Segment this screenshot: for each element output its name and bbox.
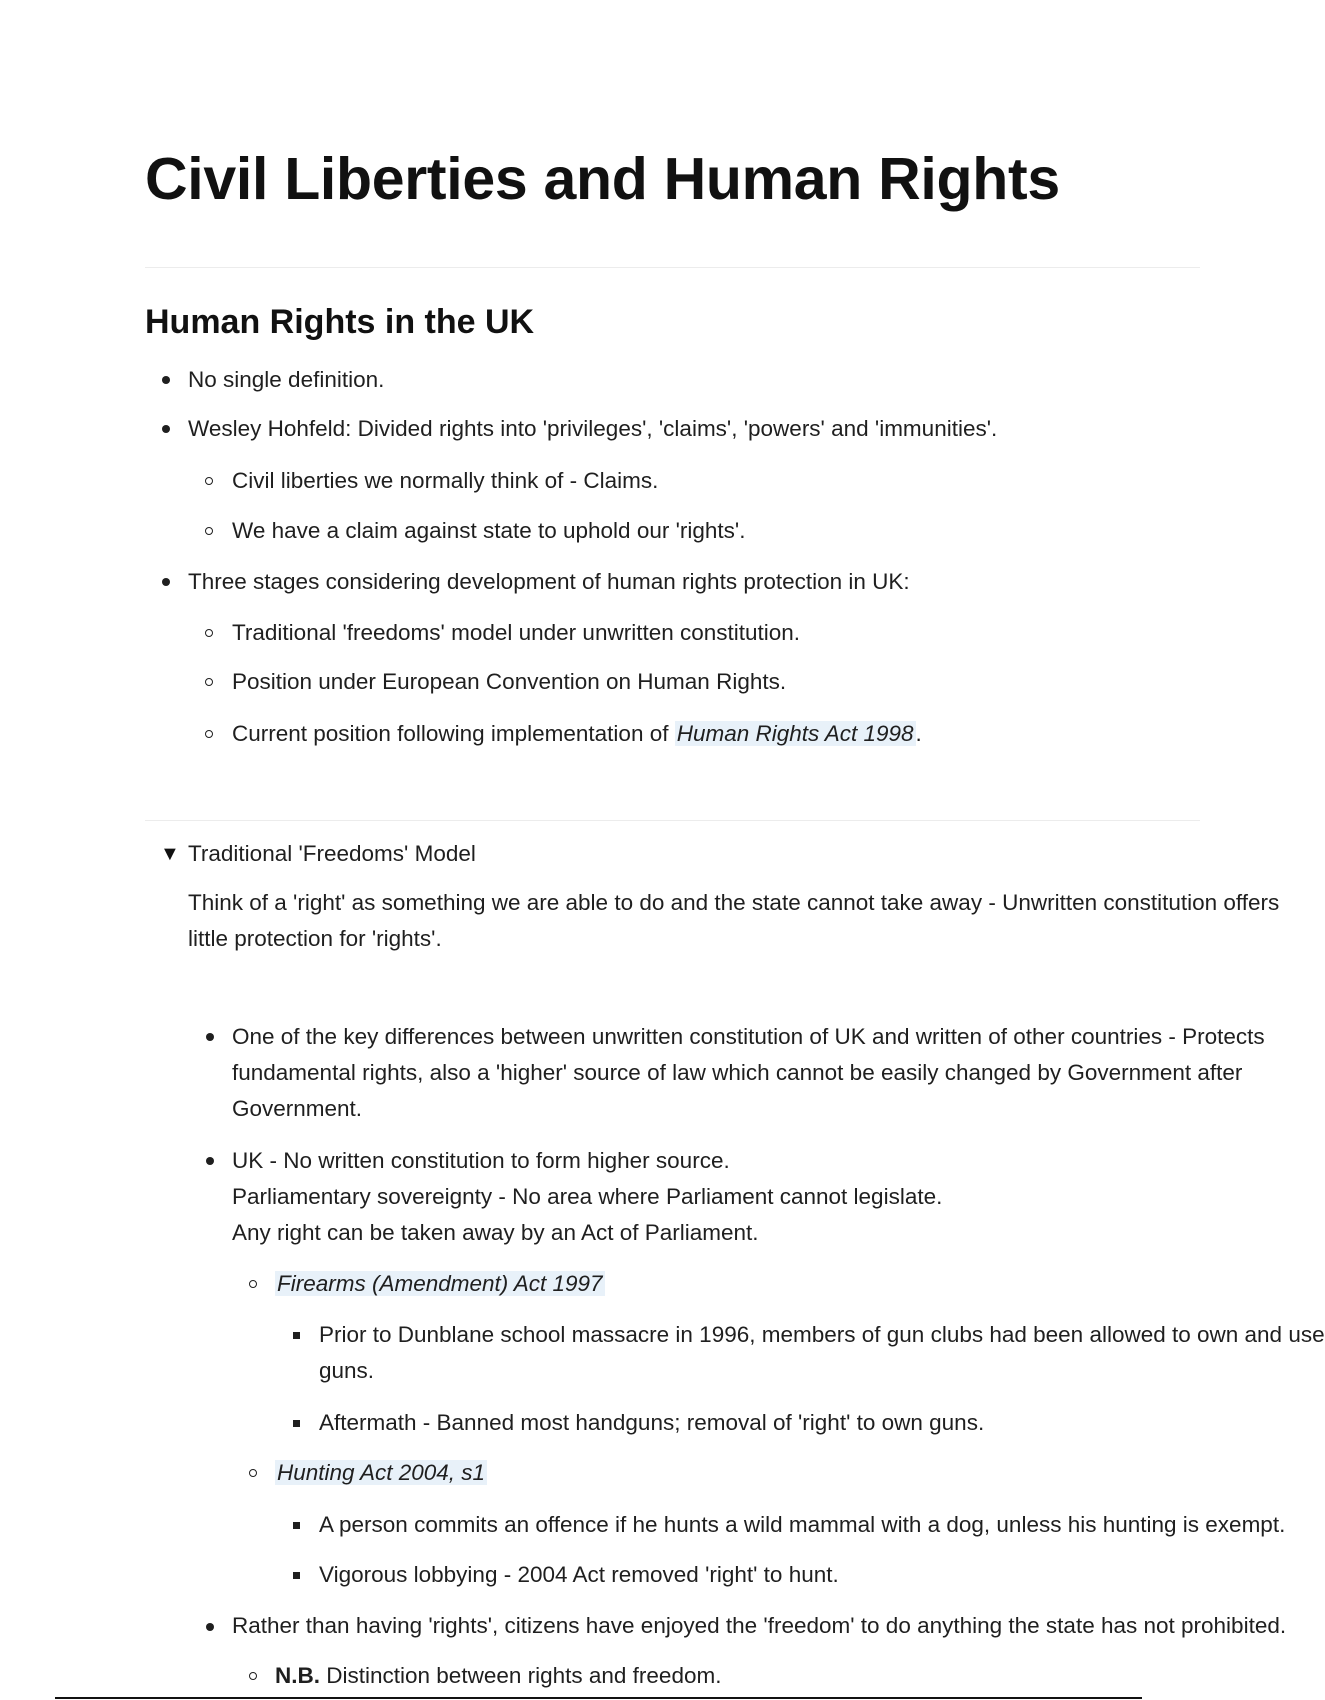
list-item-text: Distinction between rights and freedom. — [320, 1663, 722, 1688]
bullet-circle — [205, 477, 213, 485]
list-item: Position under European Convention on Human Rights. — [232, 669, 787, 694]
list-item: Parliamentary sovereignty - No area where Parliament cannot legislate. — [232, 1184, 943, 1209]
list-item: Traditional 'freedoms' model under unwritten constitution. — [232, 620, 801, 645]
bullet-disc — [162, 425, 170, 433]
page-bottom-border — [55, 1697, 1142, 1699]
bullet-disc — [162, 376, 170, 384]
bullet-disc — [206, 1157, 214, 1165]
list-item: Aftermath - Banned most handguns; removal of 'right' to own guns. — [319, 1410, 985, 1435]
bullet-circle — [205, 730, 213, 738]
nb-label: N.B. — [275, 1663, 320, 1688]
list-item: fundamental rights, also a 'higher' source of law which cannot be easily changed by Government after — [232, 1060, 1243, 1085]
bullet-square — [293, 1332, 300, 1339]
page-title: Civil Liberties and Human Rights — [145, 146, 1060, 212]
document-page — [145, 0, 1325, 1700]
act-link[interactable]: Firearms (Amendment) Act 1997 — [277, 1271, 603, 1296]
list-item: One of the key differences between unwritten constitution of UK and written of other countries - Protects — [232, 1024, 1265, 1049]
bullet-square — [293, 1522, 300, 1529]
act-link[interactable]: Human Rights Act 1998 — [676, 721, 914, 746]
list-item-text: . — [915, 721, 922, 746]
list-item — [275, 1455, 487, 1491]
list-item: Wesley Hohfeld: Divided rights into 'privileges', 'claims', 'powers' and 'immunities'. — [188, 416, 998, 441]
toggle-triangle-icon[interactable]: ▼ — [160, 843, 180, 865]
bullet-circle — [249, 1469, 257, 1477]
list-item: No single definition. — [188, 367, 385, 392]
bullet-square — [293, 1572, 300, 1579]
bullet-circle — [205, 527, 213, 535]
bullet-disc — [206, 1033, 214, 1041]
section-heading: Human Rights in the UK — [145, 303, 535, 341]
bullet-circle — [205, 629, 213, 637]
act-link[interactable]: Hunting Act 2004, s1 — [277, 1460, 486, 1485]
list-item: guns. — [319, 1358, 375, 1383]
bullet-circle — [249, 1672, 257, 1680]
list-item: Prior to Dunblane school massacre in 1996, members of gun clubs had been allowed to own and use — [319, 1322, 1325, 1347]
list-item — [275, 1266, 605, 1302]
list-item: Three stages considering development of human rights protection in UK: — [188, 569, 910, 594]
toggle-label[interactable]: Traditional 'Freedoms' Model — [188, 841, 476, 866]
bullet-disc — [206, 1623, 214, 1631]
bullet-disc — [162, 578, 170, 586]
bullet-square — [293, 1420, 300, 1427]
list-item — [232, 716, 922, 752]
list-item: Any right can be taken away by an Act of Parliament. — [232, 1220, 759, 1245]
bullet-circle — [205, 678, 213, 686]
toggle-paragraph: Think of a 'right' as something we are able to do and the state cannot take away - Unwritten constitution offers — [188, 890, 1280, 915]
list-item: Rather than having 'rights', citizens have enjoyed the 'freedom' to do anything the state has not prohibited. — [232, 1613, 1287, 1638]
bullet-circle — [249, 1280, 257, 1288]
toggle-paragraph: little protection for 'rights'. — [188, 926, 442, 951]
list-item: UK - No written constitution to form higher source. — [232, 1148, 730, 1173]
list-item: We have a claim against state to uphold our 'rights'. — [232, 518, 746, 543]
list-item: Civil liberties we normally think of - Claims. — [232, 468, 659, 493]
list-item-text: Current position following implementation of — [232, 721, 675, 746]
list-item: Vigorous lobbying - 2004 Act removed 'right' to hunt. — [319, 1562, 839, 1587]
list-item: Government. — [232, 1096, 363, 1121]
list-item — [275, 1658, 721, 1694]
divider — [145, 820, 1200, 821]
divider — [145, 267, 1200, 268]
list-item: A person commits an offence if he hunts a wild mammal with a dog, unless his hunting is exempt. — [319, 1512, 1286, 1537]
